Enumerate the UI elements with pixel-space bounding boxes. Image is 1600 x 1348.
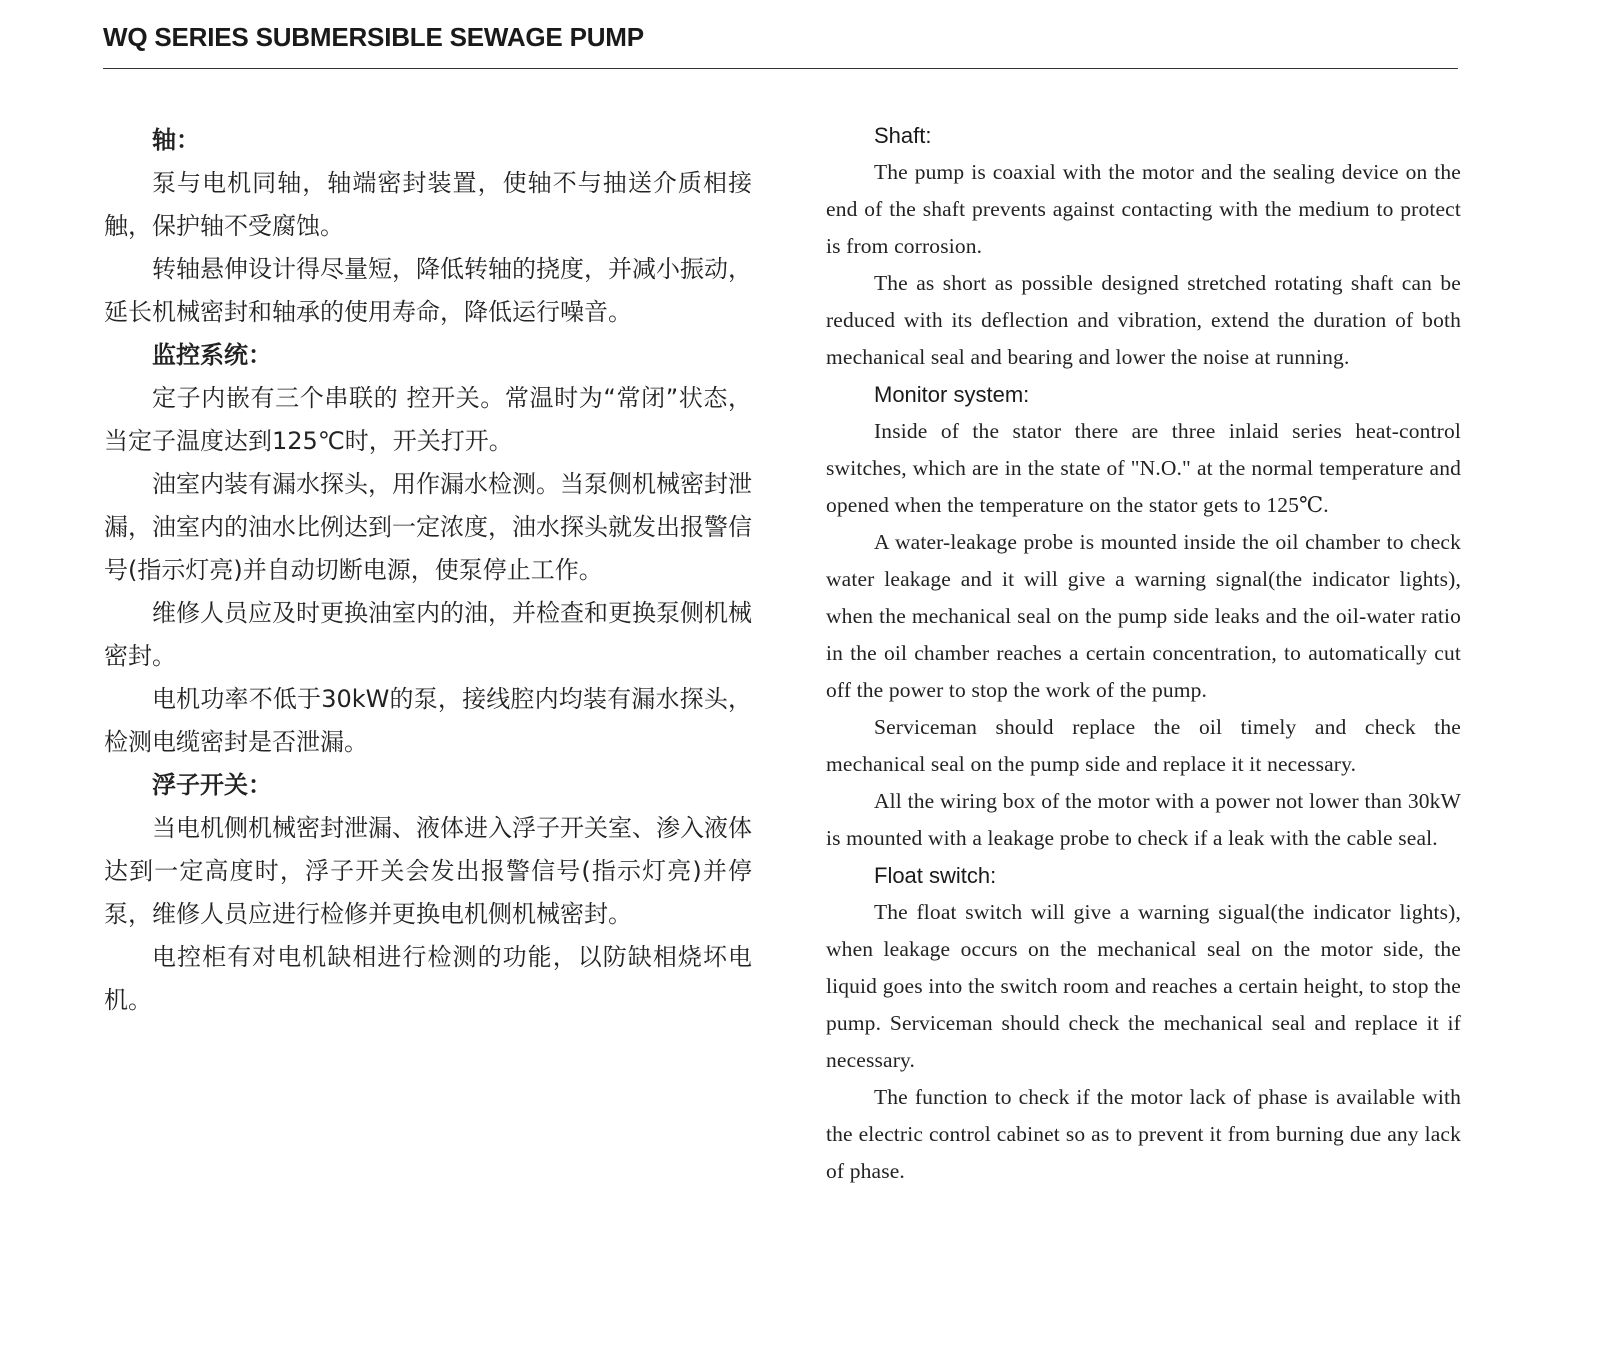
cn-shaft-paragraph-1: 泵与电机同轴，轴端密封装置，使轴不与抽送介质相接触，保护轴不受腐蚀。 bbox=[104, 169, 752, 240]
cn-monitor-paragraph-2: 油室内装有漏水探头，用作漏水检测。当泵侧机械密封泄漏，油室内的油水比例达到一定浓度，油水探头就发出报警信号(指示灯亮)并自动切断电源，使泵停止工作。 bbox=[104, 470, 752, 584]
cn-shaft-paragraph-2: 转轴悬伸设计得尽量短，降低转轴的挠度，并减小振动，延长机械密封和轴承的使用寿命，降低运行噪音。 bbox=[104, 255, 752, 326]
en-float-paragraph-1: The float switch will give a warning sigual(the indicator lights), when leakage occurs on the mechanical seal on the motor side, the liquid goes into the switch room and reaches a certain height, to stop the pump. Serviceman should check the mechanical seal and replace it if necessary. bbox=[826, 900, 1461, 1072]
cn-float-paragraph-2: 电控柜有对电机缺相进行检测的功能，以防缺相烧坏电机。 bbox=[104, 943, 752, 1014]
en-monitor-heading: Monitor system: bbox=[874, 382, 1030, 407]
en-monitor-paragraph-3: Serviceman should replace the oil timely and check the mechanical seal on the pump side and replace it it necessary. bbox=[826, 715, 1461, 776]
cn-float-heading: 浮子开关： bbox=[152, 771, 272, 799]
en-shaft-heading: Shaft: bbox=[874, 123, 932, 148]
en-shaft-paragraph-1: The pump is coaxial with the motor and the sealing device on the end of the shaft prevents against contacting with the medium to protect is from corrosion. bbox=[826, 160, 1461, 258]
cn-float-paragraph-1: 当电机侧机械密封泄漏、液体进入浮子开关室、渗入液体达到一定高度时，浮子开关会发出报警信号(指示灯亮)并停泵，维修人员应进行检修并更换电机侧机械密封。 bbox=[104, 814, 752, 928]
cn-monitor-paragraph-4: 电机功率不低于30kW的泵，接线腔内均装有漏水探头，检测电缆密封是否泄漏。 bbox=[104, 685, 752, 756]
en-monitor-paragraph-1: Inside of the stator there are three inlaid series heat-control switches, which are in the state of "N.O." at the normal temperature and opened when the temperature on the stator gets to 125℃. bbox=[826, 419, 1461, 517]
en-monitor-paragraph-2: A water-leakage probe is mounted inside the oil chamber to check water leakage and it will give a warning signal(the indicator lights), when the mechanical seal on the pump side leaks and the oil-water ratio in the oil chamber reaches a certain concentration, to automatically cut off the power to stop the work of the pump. bbox=[826, 530, 1461, 702]
english-column bbox=[826, 117, 1461, 1190]
cn-monitor-paragraph-1: 定子内嵌有三个串联的 控开关。常温时为“常闭”状态，当定子温度达到125℃时，开关打开。 bbox=[104, 384, 752, 455]
page-title: WQ SERIES SUBMERSIBLE SEWAGE PUMP bbox=[103, 22, 644, 52]
en-float-heading: Float switch: bbox=[874, 863, 997, 888]
cn-shaft-heading: 轴： bbox=[152, 126, 200, 154]
chinese-column bbox=[104, 119, 752, 1022]
cn-monitor-paragraph-3: 维修人员应及时更换油室内的油，并检查和更换泵侧机械密封。 bbox=[104, 599, 752, 670]
en-shaft-paragraph-2: The as short as possible designed stretched rotating shaft can be reduced with its deflection and vibration, extend the duration of both mechanical seal and bearing and lower the noise at running. bbox=[826, 271, 1461, 369]
en-float-paragraph-2: The function to check if the motor lack of phase is available with the electric control cabinet so as to prevent it from burning due any lack of phase. bbox=[826, 1085, 1461, 1183]
header-divider bbox=[103, 68, 1458, 69]
cn-monitor-heading: 监控系统： bbox=[152, 341, 272, 369]
en-monitor-paragraph-4: All the wiring box of the motor with a power not lower than 30kW is mounted with a leakage probe to check if a leak with the cable seal. bbox=[826, 789, 1461, 850]
